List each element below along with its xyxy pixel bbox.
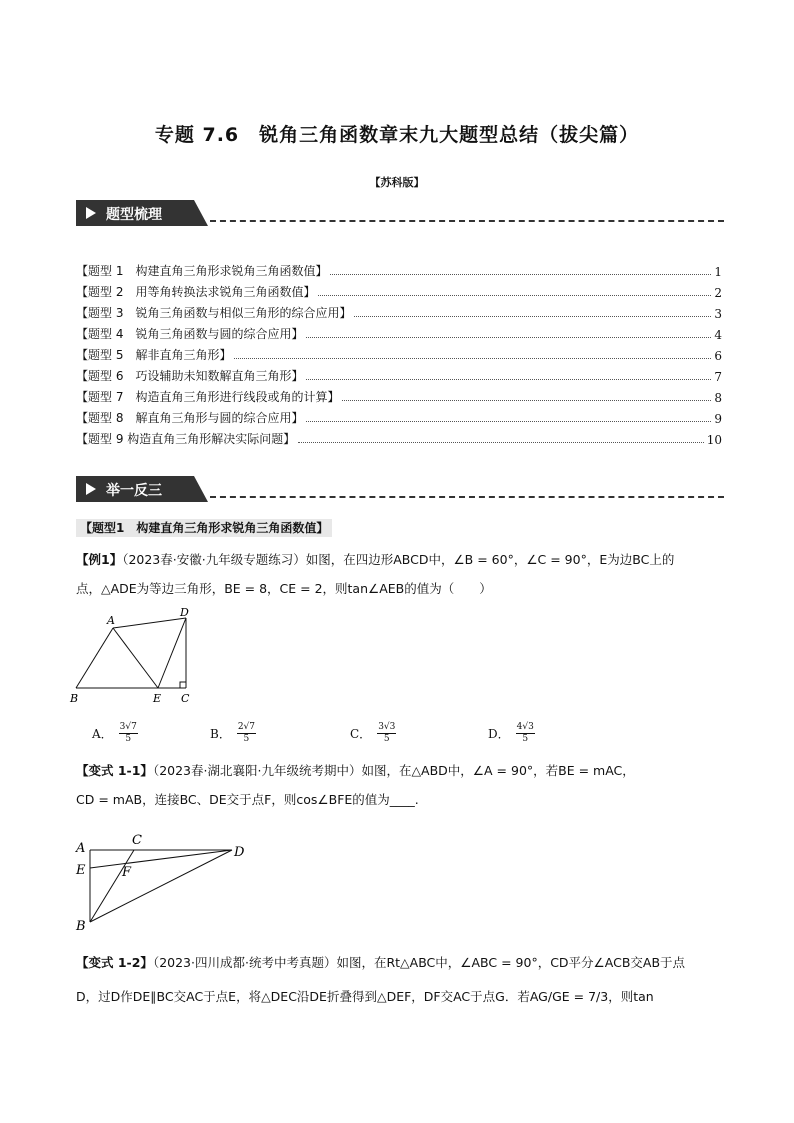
point-label-c: C (181, 692, 190, 705)
toc-entry-page: 3 (714, 307, 722, 321)
option-letter: A． (92, 727, 113, 741)
toc-entry-label: 【题型 2 用等角转换法求锐角三角函数值】 (76, 285, 316, 299)
example-1-text (76, 545, 724, 603)
toc-leader-dots (330, 274, 711, 275)
toc-entry-page: 1 (714, 265, 722, 279)
table-of-contents (76, 258, 722, 447)
toc-entry-label: 【题型 6 巧设辅助未知数解直角三角形】 (76, 369, 304, 383)
toc-entry[interactable] (76, 300, 722, 321)
fraction-numerator: 3√3 (378, 722, 396, 732)
segment-de (158, 618, 186, 688)
segment-ad (113, 618, 186, 628)
option-letter: C． (350, 727, 372, 741)
toc-entry[interactable] (76, 258, 722, 279)
toc-entry-label: 【题型 7 构造直角三角形进行线段或角的计算】 (76, 390, 340, 404)
toc-leader-dots (306, 379, 711, 380)
option-fraction (119, 722, 138, 745)
toc-entry[interactable] (76, 426, 722, 447)
fraction-numerator: 2√7 (237, 722, 256, 732)
point-label-e: E (76, 863, 86, 878)
point-label-d: D (180, 606, 189, 619)
toc-entry[interactable] (76, 384, 722, 405)
edition-label: 【苏科版】 (369, 176, 425, 189)
answer-options (92, 722, 652, 752)
answer-option[interactable] (210, 722, 256, 745)
toc-entry-page: 2 (714, 286, 722, 300)
option-letter: B． (210, 727, 231, 741)
toc-entry-label: 【题型 8 解直角三角形与圆的综合应用】 (76, 411, 304, 425)
answer-option[interactable] (92, 722, 138, 745)
variant-line: D，过D作DE∥BC交AC于点E，将△DEC沿DE折叠得到△DEF，DF交AC于点G．若AG/GE = 7/3，则tan (76, 989, 654, 1004)
fraction-denominator: 5 (383, 734, 390, 744)
segment-bd (90, 850, 232, 922)
toc-entry-label: 【题型 4 锐角三角函数与圆的综合应用】 (76, 327, 304, 341)
toc-entry[interactable] (76, 279, 722, 300)
play-arrow-icon (86, 207, 96, 219)
toc-leader-dots (234, 358, 711, 359)
point-label-b: B (70, 692, 79, 705)
figure-quadrilateral-abcd (66, 606, 200, 708)
variant-line: CD = mAB，连接BC、DE交于点F，则cos∠BFE的值为____. (76, 792, 419, 807)
point-label-e: E (153, 692, 162, 705)
section-header-practice (76, 476, 726, 506)
section-label: 举一反三 (106, 483, 162, 499)
answer-option[interactable] (488, 722, 535, 745)
toc-leader-dots (318, 295, 711, 296)
segment-ae (113, 628, 158, 688)
fraction-numerator: 3√7 (119, 722, 137, 732)
toc-entry-page: 10 (706, 433, 722, 447)
point-label-a: A (107, 614, 115, 627)
toc-entry[interactable] (76, 405, 722, 426)
fraction-denominator: 5 (125, 734, 132, 744)
segment-ab (76, 628, 113, 688)
right-angle-mark (180, 682, 186, 688)
variant-1-1-text (76, 756, 724, 814)
figure-triangle-abd (72, 830, 262, 936)
toc-entry[interactable] (76, 342, 722, 363)
example-line: （2023春·安徽·九年级专题练习）如图，在四边形ABCD中，∠B = 60°，∠C = 90°，E为边BC上的 (122, 552, 675, 567)
variant-line: （2023春·湖北襄阳·九年级统考期中）如图，在△ABD中，∠A = 90°，若BE = mAC， (152, 763, 635, 778)
point-label-a: A (76, 841, 86, 856)
play-arrow-icon (86, 483, 96, 495)
fraction-denominator: 5 (243, 734, 250, 744)
fraction-numerator: 4√3 (516, 722, 534, 732)
variant-1-2-text (76, 946, 724, 1014)
variant-line: （2023·四川成都·统考中考真题）如图，在Rt△ABC中，∠ABC = 90°，CD平分∠ACB交AB于点 (152, 955, 686, 970)
toc-entry-label: 【题型 1 构建直角三角形求锐角三角函数值】 (76, 264, 328, 278)
toc-entry-page: 4 (714, 328, 722, 342)
page-title: 专题 7.6 锐角三角函数章末九大题型总结（拔尖篇） (154, 124, 640, 146)
toc-entry-page: 8 (714, 391, 722, 405)
toc-entry[interactable] (76, 321, 722, 342)
toc-entry-label: 【题型 3 锐角三角函数与相似三角形的综合应用】 (76, 306, 352, 320)
toc-entry[interactable] (76, 363, 722, 384)
toc-entry-page: 9 (714, 412, 722, 426)
toc-leader-dots (342, 400, 711, 401)
option-letter: D． (488, 727, 510, 741)
option-fraction (237, 722, 256, 745)
toc-leader-dots (306, 337, 711, 338)
section-header-overview (76, 200, 726, 230)
example-tag: 【例1】 (76, 552, 123, 567)
question-type-heading: 【题型1 构建直角三角形求锐角三角函数值】 (76, 519, 332, 537)
variant-tag: 【变式 1-2】 (76, 955, 153, 970)
option-fraction (377, 722, 396, 745)
toc-leader-dots (354, 316, 711, 317)
point-label-c: C (132, 833, 142, 848)
toc-leader-dots (306, 421, 711, 422)
dash-dot-divider (210, 496, 724, 498)
section-label: 题型梳理 (106, 207, 162, 223)
toc-entry-page: 7 (714, 370, 722, 384)
variant-tag: 【变式 1-1】 (76, 763, 153, 778)
answer-option[interactable] (350, 722, 396, 745)
toc-leader-dots (298, 442, 703, 443)
option-fraction (516, 722, 535, 745)
segment-ed (90, 850, 232, 868)
dash-dot-divider (210, 220, 724, 222)
toc-entry-label: 【题型 5 解非直角三角形】 (76, 348, 232, 362)
point-label-b: B (76, 919, 86, 934)
example-line: 点，△ADE为等边三角形，BE = 8，CE = 2，则tan∠AEB的值为（ ） (76, 581, 492, 596)
toc-entry-label: 【题型 9 构造直角三角形解决实际问题】 (76, 432, 296, 446)
toc-entry-page: 6 (714, 349, 722, 363)
point-label-d: D (234, 845, 245, 860)
point-label-f: F (122, 865, 132, 880)
fraction-denominator: 5 (522, 734, 529, 744)
